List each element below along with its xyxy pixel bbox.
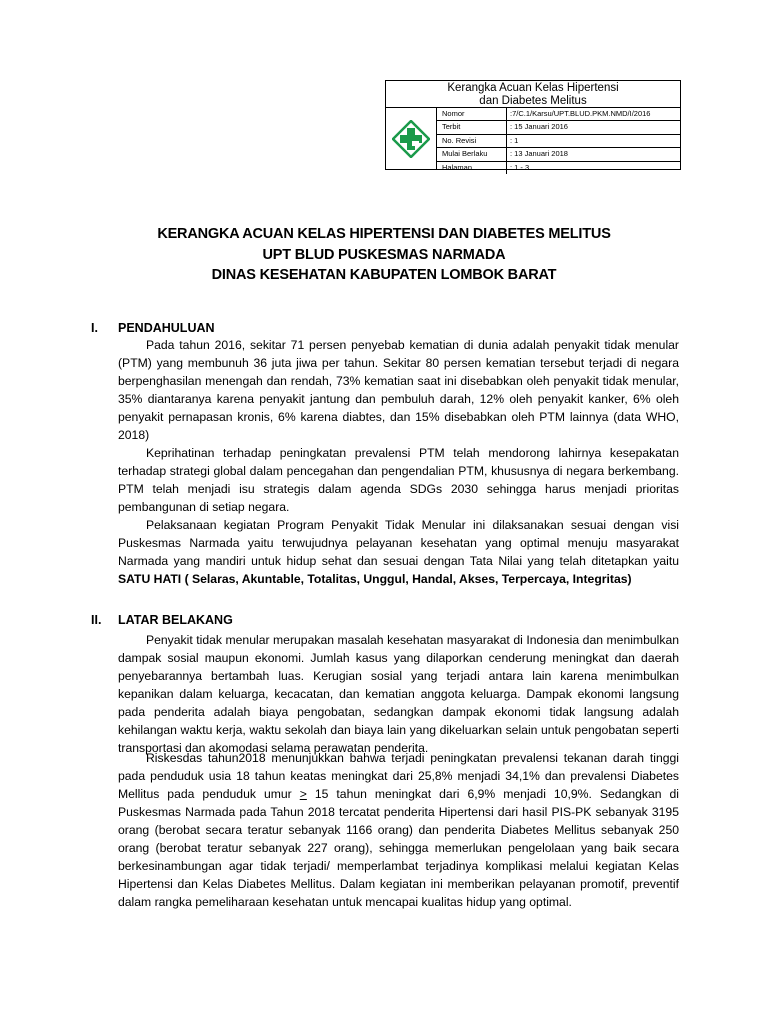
section-number: II. xyxy=(91,613,102,627)
section-heading-latar-belakang xyxy=(91,613,233,627)
header-row-value: : 13 Januari 2018 xyxy=(510,149,568,159)
paragraph-text: Riskesdas tahun2018 menunjukkan bahwa terjadi peningkatan prevalensi tekanan darah tinggi pada penduduk usia 18 tahun keatas meningkat dari 25,8% menjadi 34,1% dan prevalensi Diabetes Mellitus pada penduduk umur xyxy=(118,751,679,801)
header-row-value: : 15 Januari 2016 xyxy=(510,122,568,132)
header-row-terbit xyxy=(437,121,680,134)
section-heading-pendahuluan xyxy=(91,321,215,335)
header-row-key: Halaman xyxy=(437,162,507,174)
paragraph: Penyakit tidak menular merupakan masalah kesehatan masyarakat di Indonesia dan menimbulkan dampak sosial maupun ekonomi. Jumlah kasus yang dilaporkan cenderung meningkat dan daerah penyebarannya bertambah luas. Kerugian sosial yang terjadi antara lain karena menimbulkan kepanikan dalam keluarga, kecacatan, dan kematian anggota keluarga. Dampak ekonomi langsung pada penderita adalah biaya pengobatan, sedangkan dampak ekonomi tidak langsung adalah kehilangan waktu kerja, waktu sekolah dan biaya lain yang dikeluarkan selain untuk pengobatan seperti transportasi dan akomodasi selama perawatan penderita. xyxy=(118,633,679,755)
header-row-nomor xyxy=(437,108,680,121)
document-title-line2: UPT BLUD PUSKESMAS NARMADA xyxy=(262,246,506,263)
paragraph-text: 15 tahun meningkat dari 6,9% menjadi 10,9%. Sedangkan di Puskesmas Narmada pada Tahun 2018 tercatat penderita Hipertensi dari hasil PIS-PK sebanyak 3195 orang (berobat secara teratur sebanyak 1166 orang) dan penderita Diabetes Mellitus sebanyak 250 orang (berobat teratur sebanyak 227 orang), sehingga memerlukan pengelolaan yang baik secara berkesinambungan agar tidak terjadi/ memperlambat terjadinya komplikasi melalui kegiatan Kelas Hipertensi dan Kelas Diabetes Mellitus. Dalam kegiatan ini memberikan pelayanan promotif, preventif dalam rangka pemeliharaan kesehatan untuk mencapai kualitas hidup yang optimal. xyxy=(118,787,680,909)
document-title-line3: DINAS KESEHATAN KABUPATEN LOMBOK BARAT xyxy=(211,267,557,283)
header-row-mulai-berlaku xyxy=(437,148,680,161)
tata-nilai-text: SATU HATI ( Selaras, Akuntable, Totalitas, Unggul, Handal, Akses, Terpercaya, Integritas) xyxy=(118,572,632,586)
header-row-key: Mulai Berlaku xyxy=(437,148,507,160)
greater-equal-sign: > xyxy=(299,787,307,801)
header-row-value: : 1 xyxy=(510,135,519,145)
section-title: PENDAHULUAN xyxy=(118,321,215,335)
paragraph: Pada tahun 2016, sekitar 71 persen penyebab kematian di dunia adalah penyakit tidak menular (PTM) yang membunuh 36 juta jiwa per tahun. Sekitar 80 persen kematian tersebut terjadi di negara berpenghasilan menengah dan rendah, 73% kematian saat ini disebabkan oleh penyakit tidak menular, 35% diantaranya karena penyakit jantung dan pembuluh darah, 12% oleh penyakit kanker, 6% oleh penyakit pernapasan kronis, 6% karena diabtes, dan 15% disebabkan oleh PTM lainnya (data WHO, 2018) xyxy=(118,338,679,442)
header-row-key: Terbit xyxy=(437,121,507,133)
section-number: I. xyxy=(91,321,98,335)
green-cross-logo-icon xyxy=(392,120,430,158)
header-row-key: Nomor xyxy=(437,108,507,120)
header-title-line2: dan Diabetes Melitus xyxy=(479,95,587,107)
logo-cell xyxy=(386,108,437,170)
header-title xyxy=(386,81,680,108)
header-row-halaman xyxy=(437,162,680,174)
header-title-line1: Kerangka Acuan Kelas Hipertensi xyxy=(447,82,619,94)
header-row-value: :7/C.1/Karsu/UPT.BLUD.PKM.NMD/I/2016 xyxy=(510,109,651,118)
document-header-box xyxy=(385,80,681,170)
paragraph: Keprihatinan terhadap peningkatan prevalensi PTM telah mendorong lahirnya kesepakatan terhadap strategi global dalam pencegahan dan pengendalian PTM, khususnya di negara berkembang. PTM telah menjadi isu strategis dalam agenda SDGs 2030 sehingga harus menjadi prioritas pembangunan di setiap negara. xyxy=(118,446,679,514)
paragraph xyxy=(118,749,679,911)
header-row-value: : 1 - 3 xyxy=(510,162,530,172)
paragraph-text: Pelaksanaan kegiatan Program Penyakit Tidak Menular ini dilaksanakan sesuai dengan visi Puskesmas Narmada yaitu terwujudnya pelayanan kesehatan yang optimal menuju masyarakat Narmada yang mandiri untuk hidup sehat dan sesuai dengan Tata Nilai yang telah ditetapkan yaitu xyxy=(118,518,679,568)
document-title-line1: KERANGKA ACUAN KELAS HIPERTENSI DAN DIABETES MELITUS xyxy=(157,226,611,242)
section-title: LATAR BELAKANG xyxy=(118,613,233,627)
header-row-revisi xyxy=(437,135,680,148)
header-row-key: No. Revisi xyxy=(437,135,507,147)
paragraph xyxy=(118,516,679,588)
header-info-rows xyxy=(437,108,680,172)
document-title xyxy=(0,224,768,286)
